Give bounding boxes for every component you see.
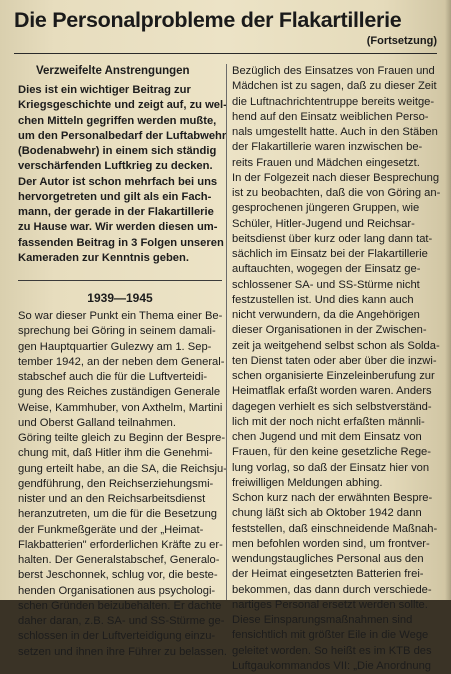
section-rule: [18, 280, 222, 281]
text-line: chung mit, daß Hitler ihm die Genehmi-: [18, 447, 213, 460]
intro-paragraph: [18, 83, 227, 266]
text-line: nartiges Personal ersetzt werden sollte.: [232, 598, 428, 611]
text-line: Flakbatterien" erforderlichen Kräfte zu er-: [18, 538, 223, 551]
spacer: [18, 266, 222, 280]
text-line: chen Mitteln gegriffen werden mußte,: [18, 114, 217, 127]
text-line: nister und an den Reichsarbeitsdienst: [18, 493, 206, 505]
title-rule: [14, 53, 437, 54]
text-line: tember 1942, an der neben dem General-: [18, 355, 225, 368]
text-line: Der Autor ist schon mehrfach bei uns: [18, 175, 218, 188]
text-line: sprechung bei Göring in seinem damali-: [18, 325, 216, 338]
text-line: So war dieser Punkt ein Thema einer Be-: [18, 310, 223, 322]
text-line: daher daran, z.B. SA- und SS-Stürme ge-: [18, 615, 225, 627]
text-line: Weise, Kammhuber, von Axthelm, Martini: [18, 401, 223, 414]
text-line: Heimatflak erfaßt worden waren. Anders: [232, 385, 432, 398]
text-line: Dies ist ein wichtiger Beitrag zur: [18, 84, 191, 96]
text-line: ist zu beobachten, daß die von Göring an-: [232, 187, 441, 199]
left-column: [18, 64, 227, 660]
text-line: halten. Der Generalstabschef, Generalo-: [18, 554, 220, 566]
text-line: gesprochenen jüngeren Gruppen, wie: [232, 202, 420, 215]
text-line: Luftgaukommandos VII: „Die Anordnung: [232, 659, 432, 672]
section-heading-years: 1939—1945: [87, 291, 153, 305]
text-line: schlossener SA- und SS-Stürme nicht: [232, 278, 420, 291]
text-line: henden Organisationen aus psychologi-: [18, 584, 216, 597]
text-line: sächlich im Einsatz bei der Flakartillerie: [232, 248, 428, 260]
text-line: feststellen, daß einschneidende Maßnah-: [232, 522, 438, 535]
text-line: der Flakartillerie waren inzwischen be-: [232, 141, 423, 154]
text-line: hervorgetreten und gilt als ein Fach-: [18, 190, 212, 203]
text-line: dieser Organisationen in der Zwischen-: [232, 324, 427, 337]
text-line: schlossen in der Luftverteidigung einzu-: [18, 630, 216, 643]
text-line: nicht verwundern, da die Angehörigen: [232, 309, 420, 321]
text-line: gen Hauptquartier Gulezwy am 1. Sep-: [18, 340, 212, 353]
text-line: chen Jugend und mit dem Einsatz von: [232, 431, 422, 443]
article-title: Die Personalprobleme der Flakartillerie: [14, 8, 402, 32]
text-line: chung läßt sich ab Oktober 1942 dann: [232, 507, 422, 520]
text-line: heranzutreten, um die für die Besetzung: [18, 508, 218, 521]
text-line: geleitet worden. So heißt es im KTB des: [232, 644, 432, 657]
text-line: Frauen, für den keine gesetzliche Rege-: [232, 446, 432, 459]
text-line: fassenden Beitrag in 3 Folgen unseren: [18, 236, 224, 249]
text-line: verschärfenden Luftkrieg zu decken.: [18, 160, 213, 173]
text-line: hend auf den Einsatz weiblichen Perso-: [232, 110, 429, 123]
text-line: nals umgestellt hatte. Auch in den Stäben: [232, 126, 438, 138]
text-line: freiwilligen Meldungen abhing.: [232, 476, 383, 489]
text-line: In der Folgezeit nach dieser Besprechung: [232, 171, 440, 184]
text-line: Bezüglich des Einsatzes von Frauen und: [232, 65, 435, 77]
text-line: men befohlen worden sind, um frontver-: [232, 537, 430, 550]
text-line: berst Jeschonnek, schlug vor, die beste-: [18, 569, 218, 582]
text-line: der Heimat eingesetzten Batterien frei-: [232, 568, 424, 581]
text-line: mann, der gerade in der Flakartillerie: [18, 206, 214, 218]
section-heading-efforts: Verzweifelte Anstrengungen: [36, 65, 190, 77]
text-line: auftauchten, wogegen der Einsatz ge-: [232, 263, 421, 276]
text-line: lung vorlag, so daß der Einsatz hier von: [232, 461, 430, 474]
text-line: gendführung, den Reichserziehungsmi-: [18, 477, 214, 490]
text-line: festzustellen ist. Und dies kann auch: [232, 293, 414, 306]
text-line: zu Hause war. Wir werden diesen um-: [18, 221, 218, 234]
text-line: Mädchen ist zu sagen, daß zu dieser Zeit: [232, 80, 437, 93]
text-line: die Luftnachrichtentruppe bereits weitge-: [232, 95, 435, 108]
text-line: bekommen, das dann durch verschiede-: [232, 583, 432, 596]
text-line: und Oberst Galland teilnahmen.: [18, 416, 176, 429]
text-line: Kriegsgeschichte und zeigt auf, zu wel-: [18, 99, 227, 112]
column-divider: [226, 64, 227, 600]
text-line: um den Personalbedarf der Luftabwehr: [18, 129, 227, 142]
text-line: Diese Einsparungsmaßnahmen sind: [232, 614, 413, 626]
text-line: dagegen verhielt es sich selbstverständ-: [232, 400, 432, 413]
text-line: Schüler, Hitler-Jugend und Reichsar-: [232, 217, 415, 230]
text-line: (Bodenabwehr) in einem sich ständig: [18, 145, 217, 157]
page-edge-shadow: [445, 0, 451, 600]
text-line: Göring teilte gleich zu Beginn der Bespre-: [18, 432, 226, 444]
text-line: Schon kurz nach der erwähnten Bespre-: [232, 492, 433, 504]
text-line: lich mit der noch nicht erfaßten männli-: [232, 415, 425, 428]
text-line: zeit ja weitgehend selbst schon als Solda-: [232, 339, 440, 352]
right-column: [232, 64, 447, 674]
text-line: setzen und ihnen ihre Führer zu belassen.: [18, 645, 227, 658]
text-line: ten Dienst taten oder aber über die inzwi-: [232, 354, 437, 367]
text-line: stabschef auch die für die Luftverteidi-: [18, 371, 208, 383]
left-body-text: [18, 309, 227, 660]
article-subtitle: (Fortsetzung): [366, 35, 437, 47]
text-line: schen organisierte Einzeleinberufung zur: [232, 370, 435, 382]
text-line: gung des Reiches zuständigen Generale: [18, 386, 221, 399]
text-line: fensichtlich mit größter Eile in die Wege: [232, 629, 429, 642]
text-line: reits Frauen und Mädchen eingesetzt.: [232, 156, 420, 169]
text-line: beitsdienst über kurz oder lang dann tat-: [232, 232, 433, 245]
text-line: schen Gründen beizubehalten. Er dachte: [18, 599, 222, 612]
text-line: gung erteilt habe, an die SA, die Reichsju-: [18, 462, 227, 475]
right-body-text: [232, 64, 447, 674]
text-line: Kameraden zur Kenntnis geben.: [18, 251, 189, 264]
text-line: der Funkmeßgeräte und der „Heimat-: [18, 523, 204, 536]
text-line: wendungstaugliches Personal aus den: [232, 553, 424, 565]
